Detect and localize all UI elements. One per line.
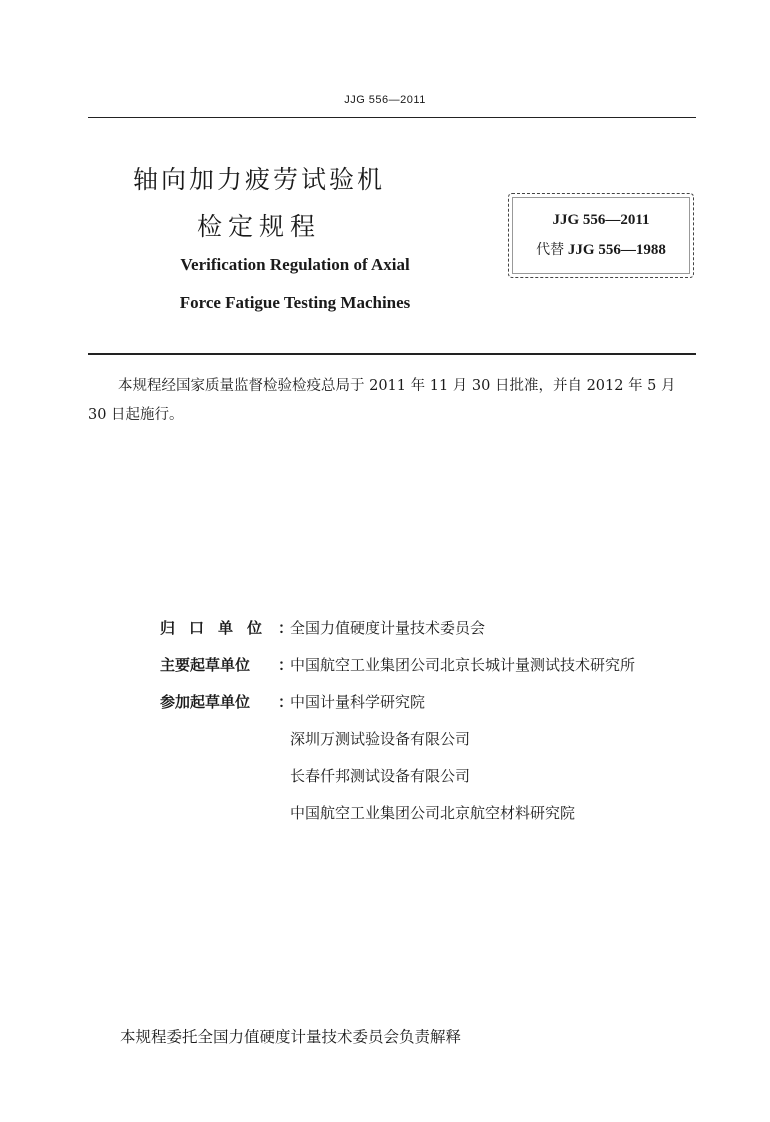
replaces-prefix: 代替: [536, 242, 565, 258]
responsible-label: 归口单位: [160, 619, 277, 637]
running-header: JJG 556—2011: [344, 94, 426, 106]
org-row-main-drafter: [160, 654, 720, 691]
title-en-line1: Verification Regulation of Axial: [180, 255, 410, 274]
main-drafter-label: 主要起草单位: [160, 656, 251, 674]
title-en-line2: Force Fatigue Testing Machines: [179, 293, 411, 312]
org-row-responsible: [160, 617, 720, 654]
approval-paragraph: 本规程经国家质量监督检验检疫总局于 2011 年 11 月 30 日批准，并自 2012 年 5 月 30 日起施行。: [88, 378, 676, 423]
org-row-participant: [160, 802, 720, 839]
participant-item: 深圳万测试验设备有限公司: [290, 730, 471, 748]
colon: ：: [278, 656, 294, 674]
org-row-participants: [160, 691, 720, 728]
main-drafter-value: 中国航空工业集团公司北京长城计量测试技术研究所: [290, 656, 636, 674]
colon: ：: [278, 693, 294, 711]
replaces-code: JJG 556—1988: [567, 242, 666, 258]
standard-code: JJG 556—2011: [552, 212, 650, 228]
replaces-line: [509, 239, 693, 259]
footer-note: 本规程委托全国力值硬度计量技术委员会负责解释: [120, 1028, 462, 1046]
participant-item: 中国计量科学研究院: [290, 693, 426, 711]
title-zh-line2: 检定规程: [196, 212, 321, 241]
participant-item: 中国航空工业集团公司北京航空材料研究院: [290, 804, 576, 822]
participant-item: 长春仟邦测试设备有限公司: [290, 767, 471, 785]
participants-label: 参加起草单位: [160, 693, 251, 711]
colon: ：: [278, 619, 294, 637]
section-rule: [88, 353, 696, 355]
org-row-participant: [160, 728, 720, 765]
responsible-value: 全国力值硬度计量技术委员会: [290, 619, 486, 637]
header-rule: [88, 117, 696, 118]
org-row-participant: [160, 765, 720, 802]
title-zh-line1: 轴向加力疲劳试验机: [132, 165, 385, 194]
organizations-block: [160, 617, 720, 839]
standard-code-box: [508, 193, 694, 278]
